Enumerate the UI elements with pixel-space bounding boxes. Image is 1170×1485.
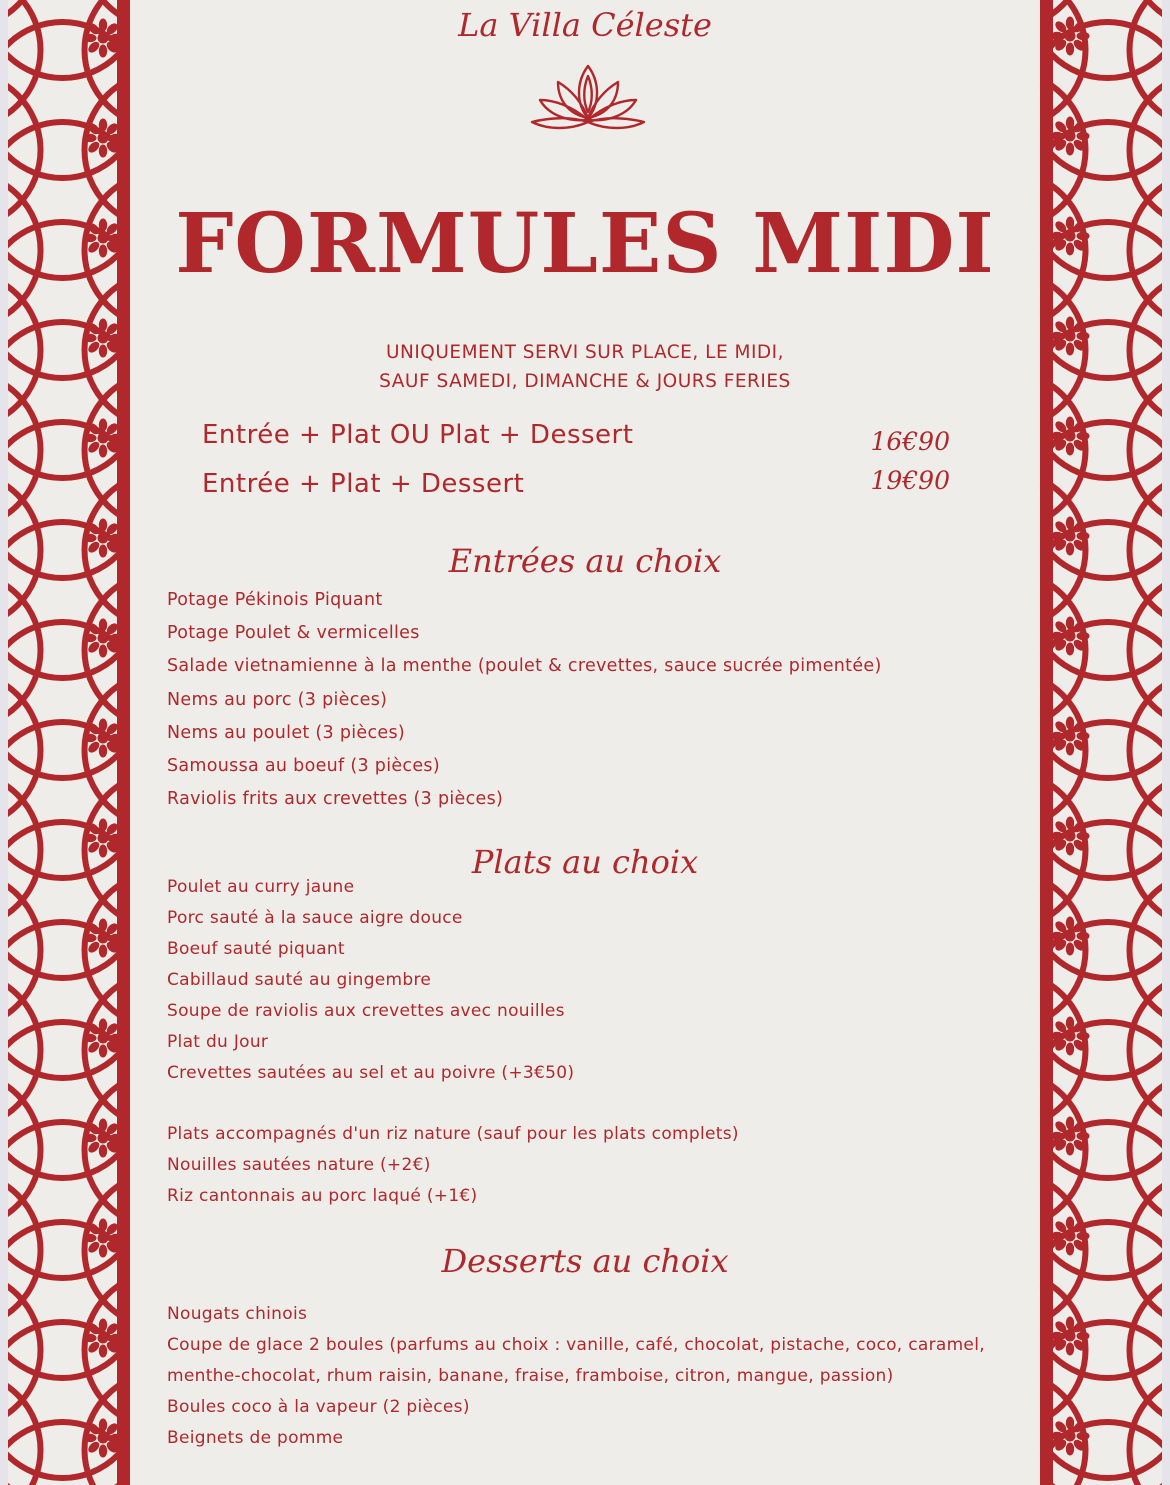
section-title-plats: Plats au choix xyxy=(471,843,699,881)
formula-label: Entrée + Plat OU Plat + Dessert xyxy=(202,420,634,450)
decorative-border-left xyxy=(8,0,130,1485)
plats-list xyxy=(167,872,574,1089)
list-item: Samoussa au boeuf (3 pièces) xyxy=(167,755,440,776)
notice-line: UNIQUEMENT SERVI SUR PLACE, LE MIDI, xyxy=(385,342,785,363)
page-edge-right xyxy=(1162,0,1170,1485)
list-item: Nems au porc (3 pièces) xyxy=(167,689,388,710)
menu-panel xyxy=(130,0,1040,1485)
list-item: menthe-chocolat, rhum raisin, banane, fraise, framboise, citron, mangue, passion) xyxy=(167,1366,894,1386)
list-item: Porc sauté à la sauce aigre douce xyxy=(167,908,463,928)
accompaniments-list xyxy=(167,1119,739,1212)
service-notice xyxy=(130,338,1040,396)
section-title-desserts: Desserts au choix xyxy=(441,1242,729,1280)
list-item: Riz cantonnais au porc laqué (+1€) xyxy=(167,1186,478,1206)
section-title-entrees: Entrées au choix xyxy=(448,542,722,580)
list-item: Boules coco à la vapeur (2 pièces) xyxy=(167,1397,470,1417)
entrees-list xyxy=(167,584,882,816)
restaurant-name: La Villa Céleste xyxy=(458,6,712,44)
list-item: Potage Pékinois Piquant xyxy=(167,590,383,610)
list-item: Crevettes sautées au sel et au poivre (+3€50) xyxy=(167,1063,575,1083)
notice-line: SAUF SAMEDI, DIMANCHE & JOURS FERIES xyxy=(379,371,791,392)
page-edge-left xyxy=(0,0,8,1485)
list-item: Nougats chinois xyxy=(167,1304,308,1324)
formula-label: Entrée + Plat + Dessert xyxy=(202,469,525,499)
formula-price: 16€90 xyxy=(870,427,950,456)
list-item: Poulet au curry jaune xyxy=(167,877,355,897)
formula-price: 19€90 xyxy=(870,466,950,495)
desserts-list xyxy=(167,1299,985,1454)
list-item: Coupe de glace 2 boules (parfums au choix : vanille, café, chocolat, pistache, coco, caramel, xyxy=(167,1335,985,1355)
list-item: Nouilles sautées nature (+2€) xyxy=(167,1155,431,1175)
list-item: Cabillaud sauté au gingembre xyxy=(167,970,432,990)
list-item: Plat du Jour xyxy=(167,1032,269,1052)
list-item: Raviolis frits aux crevettes (3 pièces) xyxy=(167,789,504,810)
list-item: Nems au poulet (3 pièces) xyxy=(167,722,406,743)
list-item: Boeuf sauté piquant xyxy=(167,939,345,959)
decorative-border-right xyxy=(1040,0,1162,1485)
list-item: Beignets de pomme xyxy=(167,1428,344,1448)
list-item: Potage Poulet & vermicelles xyxy=(167,623,420,644)
lotus-icon xyxy=(528,60,648,134)
list-item: Salade vietnamienne à la menthe (poulet & crevettes, sauce sucrée pimentée) xyxy=(167,656,882,677)
page-title: FORMULES MIDI xyxy=(175,196,995,292)
list-item: Plats accompagnés d'un riz nature (sauf pour les plats complets) xyxy=(167,1124,739,1144)
list-item: Soupe de raviolis aux crevettes avec nouilles xyxy=(167,1001,565,1021)
